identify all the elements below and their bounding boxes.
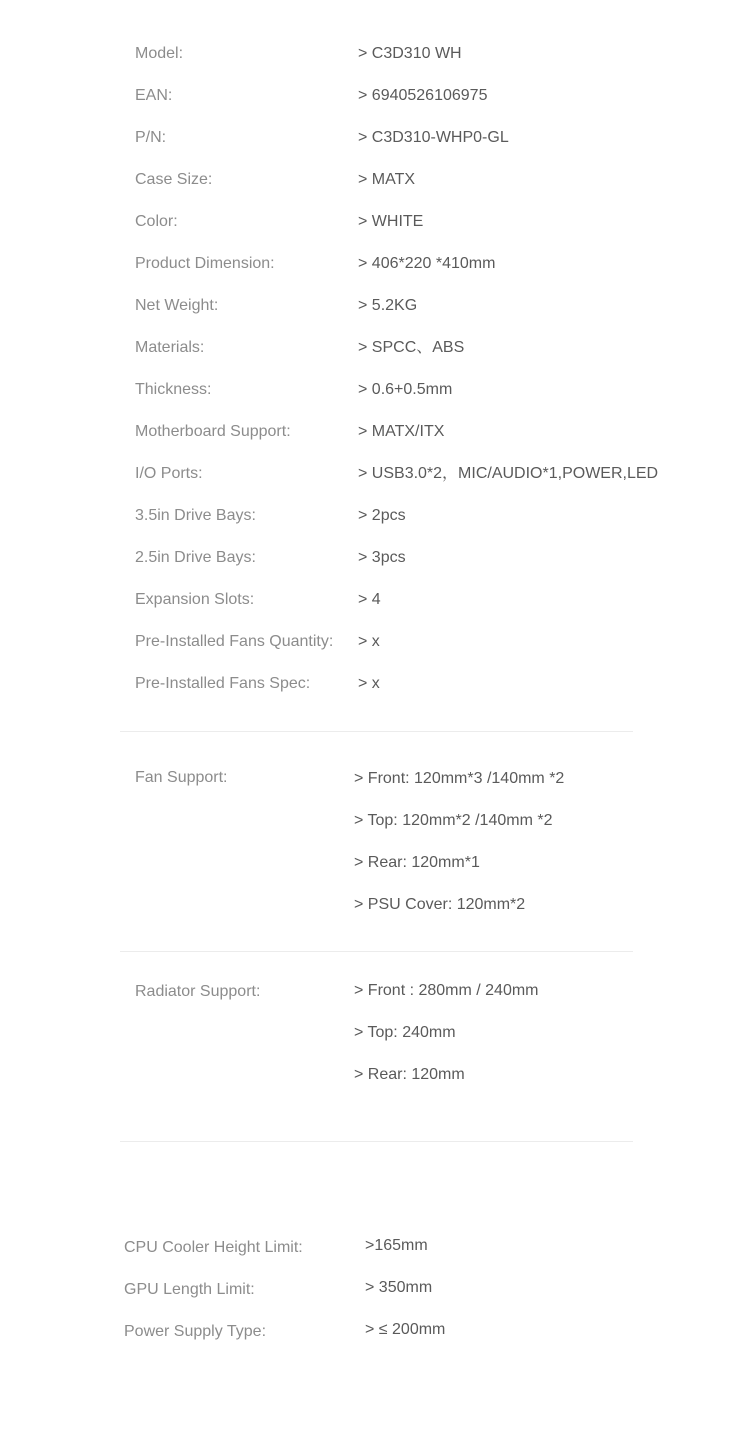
radiator-support-value: > Top: 240mm — [354, 1024, 456, 1041]
spec-value: > 2pcs — [358, 507, 406, 524]
spec-row-35in-drive-bays — [0, 504, 750, 546]
spec-value: > MATX/ITX — [358, 423, 445, 440]
spec-row-ean — [0, 84, 750, 126]
fan-support-label: Fan Support: — [135, 769, 228, 786]
spec-value: > 5.2KG — [358, 297, 418, 314]
limit-value-power-supply: > ≤ 200mm — [365, 1321, 446, 1338]
spec-label: Thickness: — [135, 381, 212, 398]
spec-value: > 406*220 *410mm — [358, 255, 496, 272]
spec-value: > 6940526106975 — [358, 87, 488, 104]
spec-row-preinstalled-fans-quantity — [0, 630, 750, 672]
limit-label-power-supply: Power Supply Type: — [124, 1323, 267, 1340]
fan-support-value: > Front: 120mm*3 /140mm *2 — [354, 770, 565, 787]
limit-value-gpu-length: > 350mm — [365, 1279, 433, 1296]
spec-label: Net Weight: — [135, 297, 219, 314]
spec-label: Pre-Installed Fans Quantity: — [135, 633, 334, 650]
spec-value: > 3pcs — [358, 549, 406, 566]
spec-label: EAN: — [135, 87, 173, 104]
spec-label: Product Dimension: — [135, 255, 275, 272]
spec-value: > C3D310 WH — [358, 45, 462, 62]
spec-row-preinstalled-fans-spec — [0, 672, 750, 714]
spec-row-model — [0, 42, 750, 84]
spec-label: Color: — [135, 213, 178, 230]
spec-value: > x — [358, 675, 380, 692]
spec-value: > SPCC、ABS — [358, 339, 465, 356]
fan-support-value: > Rear: 120mm*1 — [354, 854, 480, 871]
spec-value: > WHITE — [358, 213, 424, 230]
spec-row-pn — [0, 126, 750, 168]
spec-label: Motherboard Support: — [135, 423, 291, 440]
limit-label-cpu-cooler: CPU Cooler Height Limit: — [124, 1239, 303, 1256]
spec-row-color — [0, 210, 750, 252]
spec-value: > C3D310-WHP0-GL — [358, 129, 509, 146]
spec-row-thickness — [0, 378, 750, 420]
spec-value: > MATX — [358, 171, 416, 188]
fan-support-value: > PSU Cover: 120mm*2 — [354, 896, 526, 913]
spec-label: P/N: — [135, 129, 167, 146]
fan-support-value: > Top: 120mm*2 /140mm *2 — [354, 812, 553, 829]
spec-label: Pre-Installed Fans Spec: — [135, 675, 311, 692]
spec-row-25in-drive-bays — [0, 546, 750, 588]
spec-label: Case Size: — [135, 171, 213, 188]
section-divider — [120, 951, 633, 952]
limit-label-gpu-length: GPU Length Limit: — [124, 1281, 255, 1298]
spec-label: 2.5in Drive Bays: — [135, 549, 256, 566]
spec-value: > USB3.0*2，MIC/AUDIO*1,POWER,LED — [358, 465, 659, 482]
spec-row-product-dimension — [0, 252, 750, 294]
spec-row-io-ports — [0, 462, 750, 504]
radiator-support-value: > Rear: 120mm — [354, 1066, 465, 1083]
radiator-support-label: Radiator Support: — [135, 983, 261, 1000]
spec-row-expansion-slots — [0, 588, 750, 630]
spec-row-materials — [0, 336, 750, 378]
section-divider — [120, 731, 633, 732]
spec-label: 3.5in Drive Bays: — [135, 507, 256, 524]
spec-value: > 4 — [358, 591, 381, 608]
spec-label: Expansion Slots: — [135, 591, 255, 608]
spec-row-case-size — [0, 168, 750, 210]
spec-label: I/O Ports: — [135, 465, 203, 482]
section-divider — [120, 1141, 633, 1142]
spec-label: Model: — [135, 45, 184, 62]
spec-row-net-weight — [0, 294, 750, 336]
limit-value-cpu-cooler: >165mm — [365, 1237, 428, 1254]
spec-label: Materials: — [135, 339, 205, 356]
radiator-support-value: > Front : 280mm / 240mm — [354, 982, 539, 999]
spec-value: > x — [358, 633, 380, 650]
spec-value: > 0.6+0.5mm — [358, 381, 453, 398]
spec-row-motherboard-support — [0, 420, 750, 462]
